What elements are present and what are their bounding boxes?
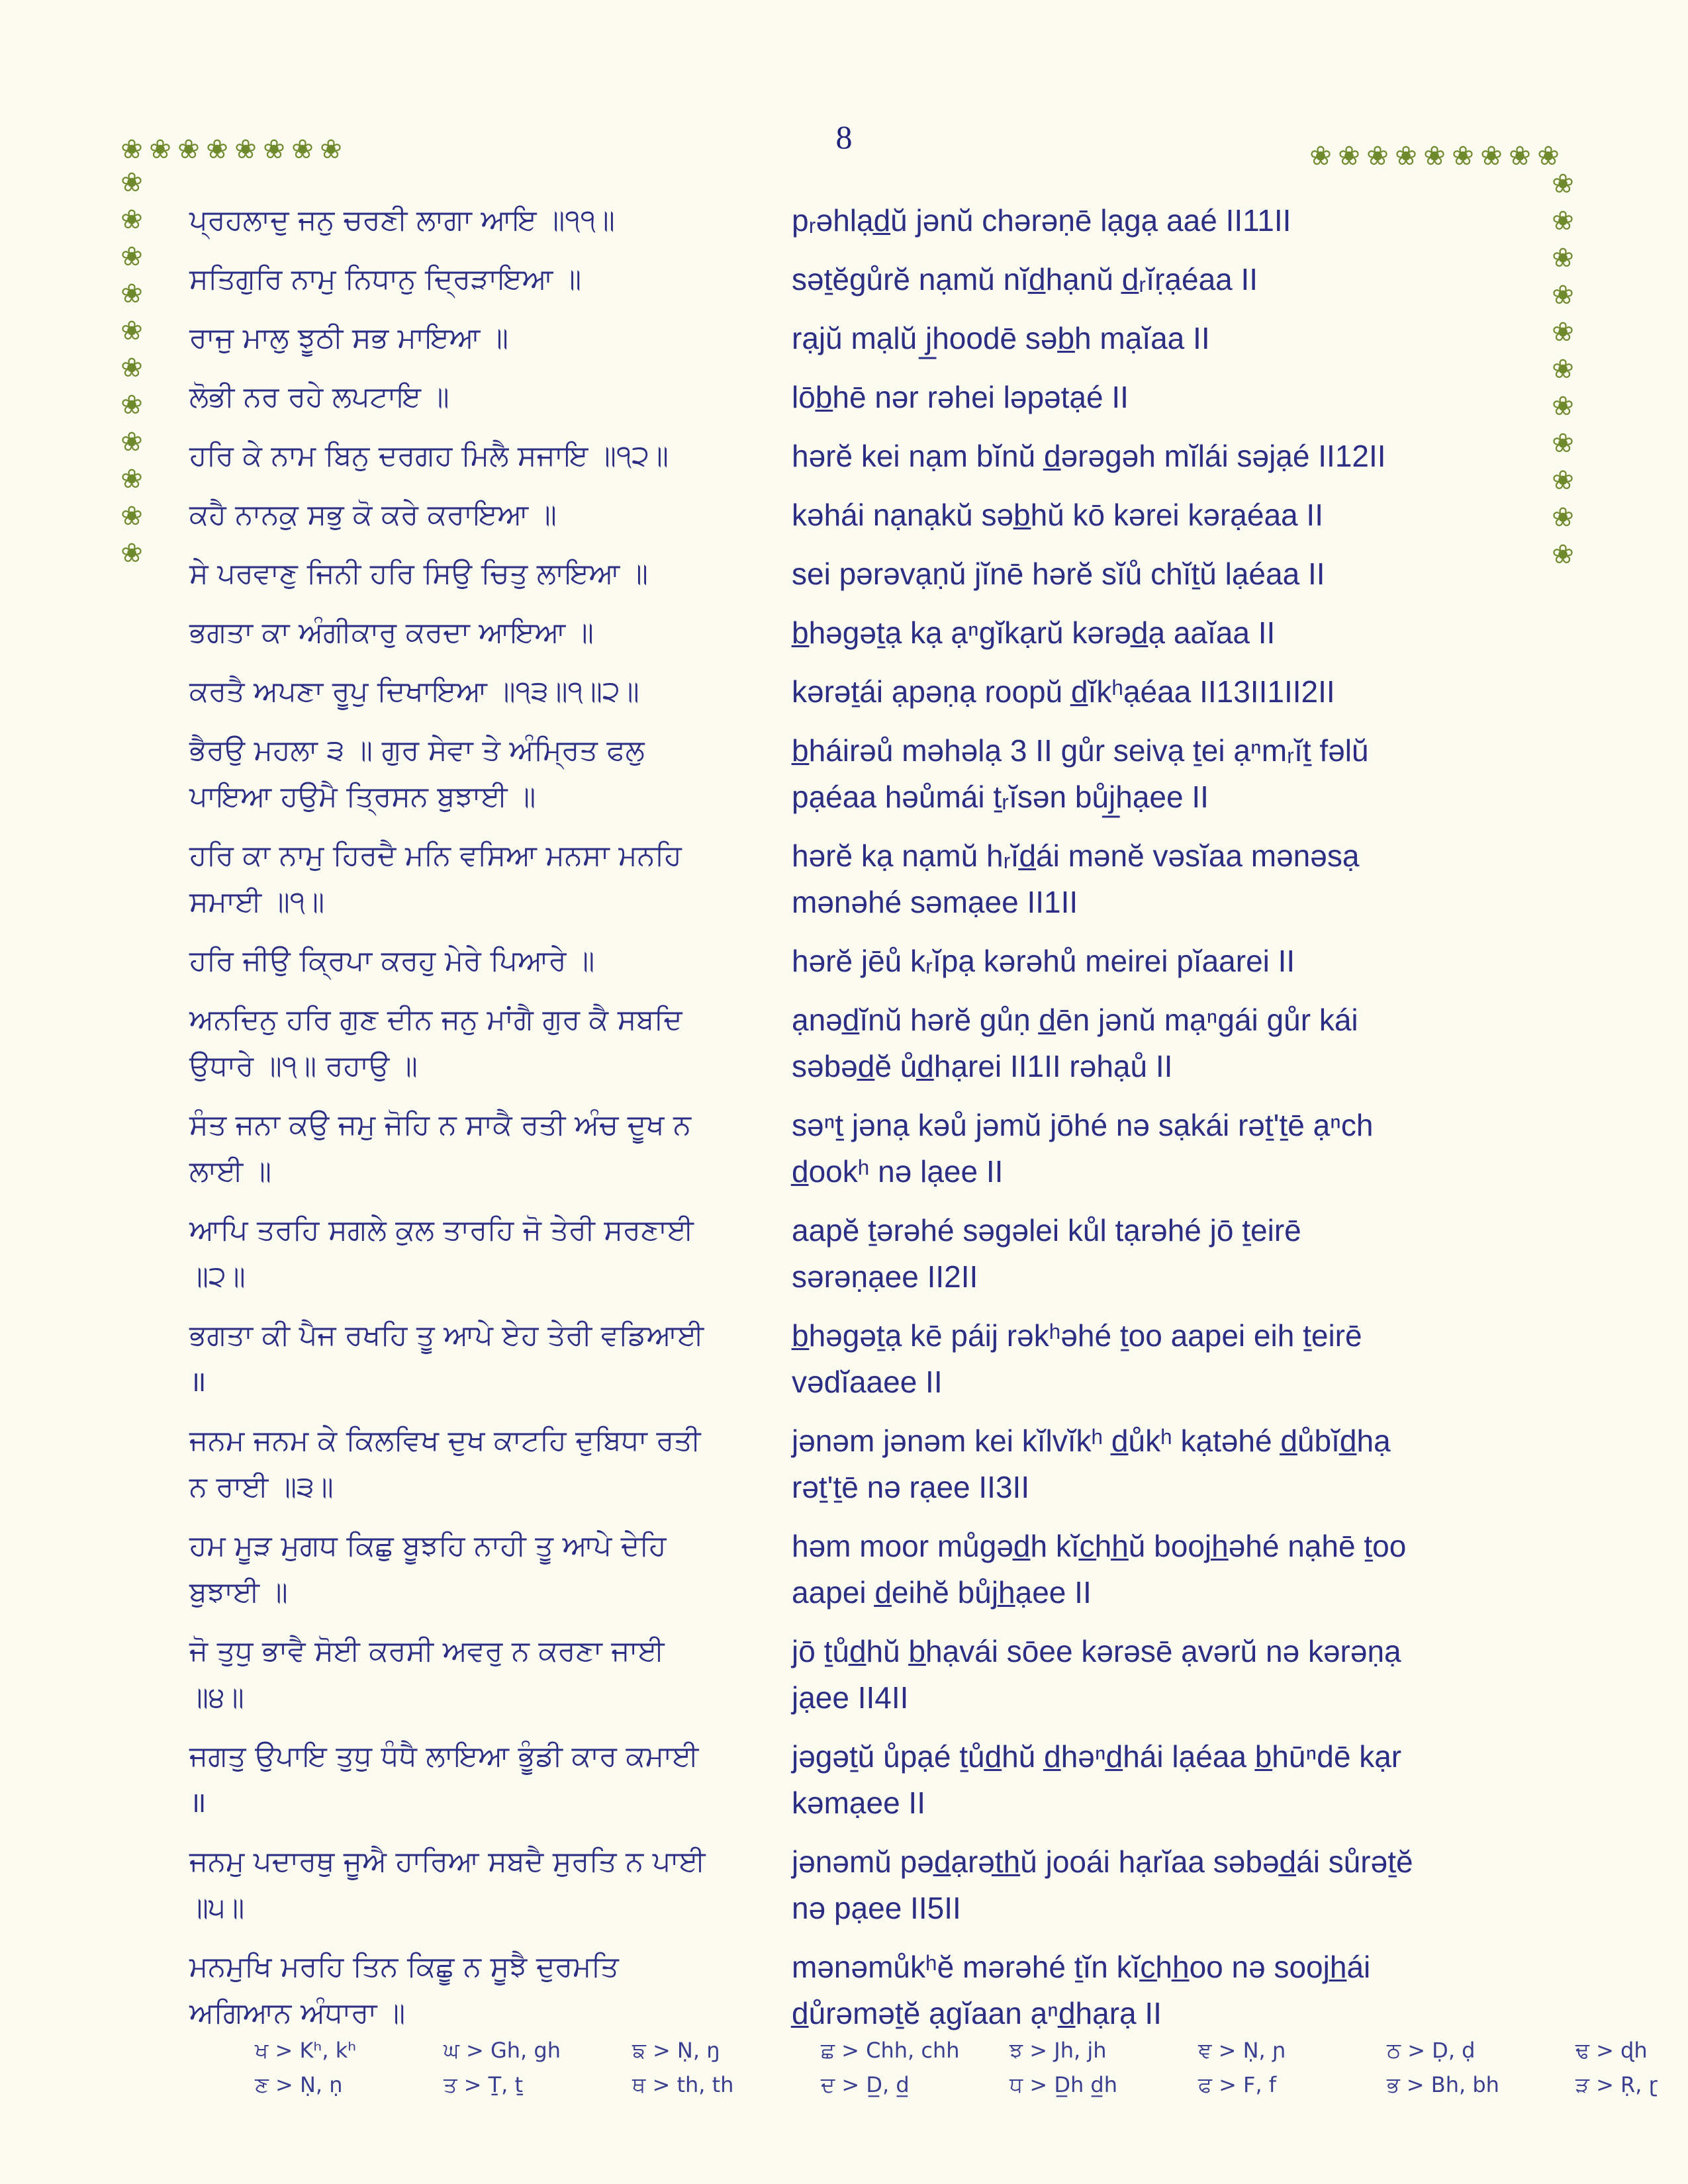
transliteration-line: ạnəd̲ĭnŭ hərĕ gůṇ d̲ēn jənŭ mạⁿgái gůr kái səbəd̲ĕ ůd̲hạrei II1II rəhạů II: [792, 1003, 1358, 1083]
flower-icon: ❀: [120, 502, 143, 531]
verse-row: [189, 433, 1520, 479]
gurmukhi-line: ਭਗਤਾ ਕਾ ਅੰਗੀਕਾਰੁ ਕਰਦਾ ਆਇਆ ॥: [189, 616, 594, 649]
gurmukhi-line: ਪ੍ਰਹਲਾਦੁ ਜਨੁ ਚਰਣੀ ਲਾਗਾ ਆਇ ॥੧੧॥: [189, 204, 615, 237]
flower-icon: ❀: [120, 539, 143, 568]
flower-icon: ❀: [120, 390, 143, 420]
flower-icon: ❀: [320, 135, 342, 164]
flower-icon: ❀: [1338, 142, 1360, 171]
flower-icon: ❀: [1395, 142, 1417, 171]
legend-item: ੜ > Ṛ, ɽ: [1575, 2072, 1658, 2097]
transliteration-line: rạjŭ mạlŭ j̲hoodē səb̲h mạĭaa II: [792, 321, 1210, 355]
gurmukhi-line: ਸੰਤ ਜਨਾ ਕਉ ਜਮੁ ਜੋਹਿ ਨ ਸਾਕੈ ਰਤੀ ਅੰਚ ਦੂਖ ਨ ਲਾਈ ॥: [189, 1109, 692, 1188]
legend-item: ਥ > th, th: [632, 2072, 734, 2097]
flower-icon: ❀: [1552, 206, 1574, 236]
flower-icon: ❀: [1552, 466, 1574, 495]
flower-icon: ❀: [120, 428, 143, 457]
gurmukhi-line: ਜਨਮ ਜਨਮ ਕੇ ਕਿਲਵਿਖ ਦੁਖ ਕਾਟਹਿ ਦੁਬਿਧਾ ਰਤੀ ਨ ਰਾਈ ॥੩॥: [189, 1424, 701, 1504]
legend-item: ਝ > Jh, jh: [1009, 2038, 1107, 2063]
flower-icon: ❀: [1552, 169, 1574, 199]
flower-icon: ❀: [1552, 318, 1574, 347]
legend-item: ਠ > Ḍ, ḍ: [1387, 2038, 1476, 2063]
flower-icon: ❀: [234, 135, 257, 164]
transliteration-line: səⁿṯ jənạ kəů jəmŭ jōhé nə sạkái rəṯ'ṯē ạⁿch d̲ookʰ nə lạee II: [792, 1108, 1374, 1189]
flower-icon: ❀: [120, 135, 143, 164]
flower-icon: ❀: [1552, 392, 1574, 421]
gurmukhi-line: ਕਹੈ ਨਾਨਕੁ ਸਭੁ ਕੋ ਕਰੇ ਕਰਾਇਆ ॥: [189, 498, 557, 531]
flower-icon: ❀: [120, 353, 143, 383]
flower-icon: ❀: [263, 135, 285, 164]
flower-icon: ❀: [149, 135, 171, 164]
top-left-ornament: [120, 135, 342, 164]
gurmukhi-line: ਲੋਭੀ ਨਰ ਰਹੇ ਲਪਟਾਇ ॥: [189, 381, 449, 414]
transliteration-line: pᵣəhlạd̲ŭ jənŭ chərəṇē lạgạ aaé II11II: [792, 203, 1291, 238]
transliteration-line: lōb̲hē nər rəhei ləpətạé II: [792, 380, 1129, 414]
gurmukhi-line: ਮਨਮੁਖਿ ਮਰਹਿ ਤਿਨ ਕਿਛੂ ਨ ਸੂਝੈ ਦੁਰਮਤਿ ਅਗਿਆਨ ਅੰਧਾਰਾ ॥: [189, 1950, 619, 2030]
top-right-ornament: [1309, 142, 1560, 171]
flower-icon: ❀: [1552, 503, 1574, 532]
verse-row: [189, 833, 1520, 925]
legend-row: [255, 2033, 1688, 2068]
gurmukhi-line: ਭੈਰਉ ਮਹਲਾ ੩ ॥ ਗੁਰ ਸੇਵਾ ਤੇ ਅੰਮ੍ਰਿਤ ਫਲੁ ਪਾਇਆ ਹਉਮੈ ਤ੍ਰਿਸਨ ਬੁਝਾਈ ॥: [189, 734, 645, 813]
flower-icon: ❀: [1309, 142, 1332, 171]
flower-icon: ❀: [1366, 142, 1389, 171]
verse-row: [189, 374, 1520, 420]
transliteration-line: b̲háirəů məhəlạ 3 II gůr seivạ ṯei ạⁿmᵣĭṯ fəlŭ pạéaa həůmái ṯᵣĭsən bůj̲hạee II: [792, 733, 1369, 814]
legend-item: ਧ > D̲h d̲h: [1009, 2072, 1118, 2097]
flower-icon: ❀: [120, 279, 143, 308]
transliteration-line: səṯĕgůrĕ nạmŭ nĭd̲hạnŭ d̲ᵣĭṛạéaa II: [792, 262, 1258, 296]
flower-icon: ❀: [177, 135, 200, 164]
verse-row: [189, 1628, 1520, 1721]
verse-row: [189, 1312, 1520, 1405]
flower-icon: ❀: [1537, 142, 1560, 171]
gurmukhi-line: ਹਮ ਮੂੜ ਮੁਗਧ ਕਿਛੁ ਬੂਝਹਿ ਨਾਹੀ ਤੂ ਆਪੇ ਦੇਹਿ ਬੁਝਾਈ ॥: [189, 1529, 667, 1609]
gurmukhi-line: ਜਗਤੁ ਉਪਾਇ ਤੁਧੁ ਧੰਧੈ ਲਾਇਆ ਭੂੰਡੀ ਕਾਰ ਕਮਾਈ ॥: [189, 1740, 699, 1819]
verse-row: [189, 1839, 1520, 1931]
flower-icon: ❀: [120, 242, 143, 271]
transliteration-line: hərĕ jēů kᵣĭpạ kərəhů meirei pĭaarei II: [792, 944, 1295, 978]
legend-item: ਛ > Chh, chh: [821, 2038, 960, 2063]
transliteration-line: hərĕ kạ nạmŭ hᵣĭd̲ái mənĕ vəsĭaa mənəsạ mənəhé səmạee II1II: [792, 839, 1360, 919]
legend-item: ਫ > F, f: [1198, 2072, 1277, 2097]
transliteration-line: jənəm jənəm kei kĭlvĭkʰ d̲ůkʰ kạtəhé d̲ůbĭd̲hạ rəṯ'ṯē nə rạee II3II: [792, 1424, 1391, 1504]
page-number: 8: [835, 118, 853, 156]
transliteration-line: sei pərəvạṇŭ jĭnē hərĕ sĭů chĭṯŭ lạéaa II: [792, 557, 1325, 591]
gurmukhi-line: ਭਗਤਾ ਕੀ ਪੈਜ ਰਖਹਿ ਤੂ ਆਪੇ ਏਹ ਤੇਰੀ ਵਡਿਆਈ ॥: [189, 1319, 704, 1398]
gurmukhi-line: ਜਨਮੁ ਪਦਾਰਥੁ ਜੂਐ ਹਾਰਿਆ ਸਬਦੈ ਸੁਰਤਿ ਨ ਪਾਈ ॥੫॥: [189, 1845, 706, 1925]
verse-row: [189, 256, 1520, 302]
transliteration-line: mənəmůkʰĕ mərəhé ṯĭn kĭc̲hh̲oo nə soojh̲ái d̲ůrəməṯĕ ạgĭaan ạⁿd̲hạrạ II: [792, 1950, 1371, 2030]
legend-item: ਖ > Kʰ, kʰ: [255, 2038, 357, 2063]
gurmukhi-line: ਹਰਿ ਕੇ ਨਾਮ ਬਿਨੁ ਦਰਗਹ ਮਿਲੈ ਸਜਾਇ ॥੧੨॥: [189, 439, 669, 473]
verse-row: [189, 610, 1520, 656]
verse-row: [189, 1418, 1520, 1510]
transliteration-line: jənəmŭ pəd̲ạrət̲h̲ŭ jooái hạrĭaa səbəd̲ái sůrəṯĕ nə pạee II5II: [792, 1844, 1413, 1925]
flower-icon: ❀: [1509, 142, 1531, 171]
transliteration-line: jō ṯůd̲hŭ b̲hạvái sōee kərəsē ạvərŭ nə kərəṇạ jạee II4II: [792, 1634, 1401, 1715]
verse-row: [189, 997, 1520, 1089]
verse-row: [189, 1733, 1520, 1826]
verse-row: [189, 1523, 1520, 1615]
gurmukhi-line: ਹਰਿ ਕਾ ਨਾਮੁ ਹਿਰਦੈ ਮਨਿ ਵਸਿਆ ਮਨਸਾ ਮਨਹਿ ਸਮਾਈ ॥੧॥: [189, 839, 682, 919]
flower-icon: ❀: [206, 135, 228, 164]
transliteration-line: aapĕ ṯərəhé səgəlei kůl tạrəhé jō ṯeirē sərəṇạee II2II: [792, 1213, 1301, 1294]
legend-row: [255, 2068, 1688, 2102]
gurmukhi-line: ਸੇ ਪਰਵਾਣੁ ਜਿਨੀ ਹਰਿ ਸਿਉ ਚਿਤੁ ਲਾਇਆ ॥: [189, 557, 648, 590]
legend-item: ਘ > Gh, gh: [444, 2038, 561, 2063]
gurmukhi-line: ਰਾਜੁ ਮਾਲੁ ਝੂਠੀ ਸਭ ਮਾਇਆ ॥: [189, 322, 509, 355]
flower-icon: ❀: [1552, 244, 1574, 273]
legend-item: ਙ > Ṇ, ŋ: [632, 2038, 720, 2063]
gurmukhi-line: ਅਨਦਿਨੁ ਹਰਿ ਗੁਣ ਦੀਨ ਜਨੁ ਮਾਂਗੈ ਗੁਰ ਕੈ ਸਬਦਿ ਉਧਾਰੇ ॥੧॥ ਰਹਾਉ ॥: [189, 1003, 682, 1083]
verse-row: [189, 938, 1520, 984]
verse-row: [189, 1207, 1520, 1300]
verse-row: [189, 492, 1520, 538]
legend-item: ਭ > Bh, bh: [1387, 2072, 1499, 2097]
flower-icon: ❀: [1552, 355, 1574, 384]
legend-item: ਣ > Ṇ, ṇ: [255, 2072, 343, 2097]
transliteration-line: kəhái nạnạkŭ səb̲hŭ kō kərei kərạéaa II: [792, 498, 1323, 532]
transliteration-line: hərĕ kei nạm bĭnŭ d̲ərəgəh mĭlái səjạé II12II: [792, 439, 1386, 473]
transliteration-line: kərəṯái ạpəṇạ roopŭ d̲ĭkʰạéaa II13II1II2II: [792, 674, 1335, 709]
verse-row: [189, 1944, 1520, 2036]
flower-icon: ❀: [120, 205, 143, 234]
legend-item: ਤ > Ṯ, ṯ: [444, 2072, 524, 2097]
flower-icon: ❀: [1552, 429, 1574, 458]
gurmukhi-line: ਜੋ ਤੁਧੁ ਭਾਵੈ ਸੋਈ ਕਰਸੀ ਅਵਰੁ ਨ ਕਰਣਾ ਜਾਈ ॥੪॥: [189, 1635, 665, 1714]
verse-row: [189, 551, 1520, 597]
left-ornament-column: [120, 168, 143, 568]
legend-item: ਦ > D̲, d̲: [821, 2072, 910, 2097]
right-ornament-column: [1552, 169, 1574, 569]
transliteration-line: b̲həgəṯạ kē páij rəkʰəhé ṯoo aapei eih ṯeirē vədĭaaee II: [792, 1318, 1362, 1399]
transliteration-line: həm moor můgəd̲h kĭc̲hh̲ŭ boojh̲əhé nạhē ṯoo aapei d̲eihĕ bůjh̲ạee II: [792, 1529, 1407, 1610]
gurmukhi-line: ਹਰਿ ਜੀਉ ਕ੍ਰਿਪਾ ਕਰਹੁ ਮੇਰੇ ਪਿਆਰੇ ॥: [189, 944, 595, 978]
verse-row: [189, 727, 1520, 820]
verse-list: [189, 197, 1520, 2049]
flower-icon: ❀: [1423, 142, 1446, 171]
verse-row: [189, 197, 1520, 244]
verse-row: [189, 1102, 1520, 1195]
flower-icon: ❀: [1552, 281, 1574, 310]
gurmukhi-line: ਸਤਿਗੁਰਿ ਨਾਮੁ ਨਿਧਾਨੁ ਦ੍ਰਿੜਾਇਆ ॥: [189, 263, 582, 296]
gurmukhi-line: ਆਪਿ ਤਰਹਿ ਸਗਲੇ ਕੁਲ ਤਾਰਹਿ ਜੋ ਤੇਰੀ ਸਰਣਾਈ ॥੨॥: [189, 1214, 694, 1293]
gurmukhi-line: ਕਰਤੈ ਅਪਣਾ ਰੂਪੁ ਦਿਖਾਇਆ ॥੧੩॥੧॥੨॥: [189, 675, 639, 708]
transliteration-line: b̲həgəṯạ kạ ạⁿgĭkạrŭ kərəd̲ạ aaĭaa II: [792, 615, 1276, 650]
flower-icon: ❀: [120, 465, 143, 494]
transliteration-legend: [255, 2033, 1688, 2102]
legend-item: ਢ > ɖh: [1575, 2038, 1648, 2063]
flower-icon: ❀: [1452, 142, 1474, 171]
flower-icon: ❀: [120, 316, 143, 345]
flower-icon: ❀: [120, 168, 143, 197]
flower-icon: ❀: [1480, 142, 1503, 171]
verse-row: [189, 668, 1520, 715]
legend-item: ਞ > Ṇ, ɲ: [1198, 2038, 1286, 2063]
verse-row: [189, 315, 1520, 361]
transliteration-line: jəgəṯŭ ůpạé ṯůd̲hŭ d̲həⁿd̲hái lạéaa b̲hūⁿdē kạr kəmạee II: [792, 1739, 1402, 1820]
flower-icon: ❀: [291, 135, 314, 164]
flower-icon: ❀: [1552, 540, 1574, 569]
